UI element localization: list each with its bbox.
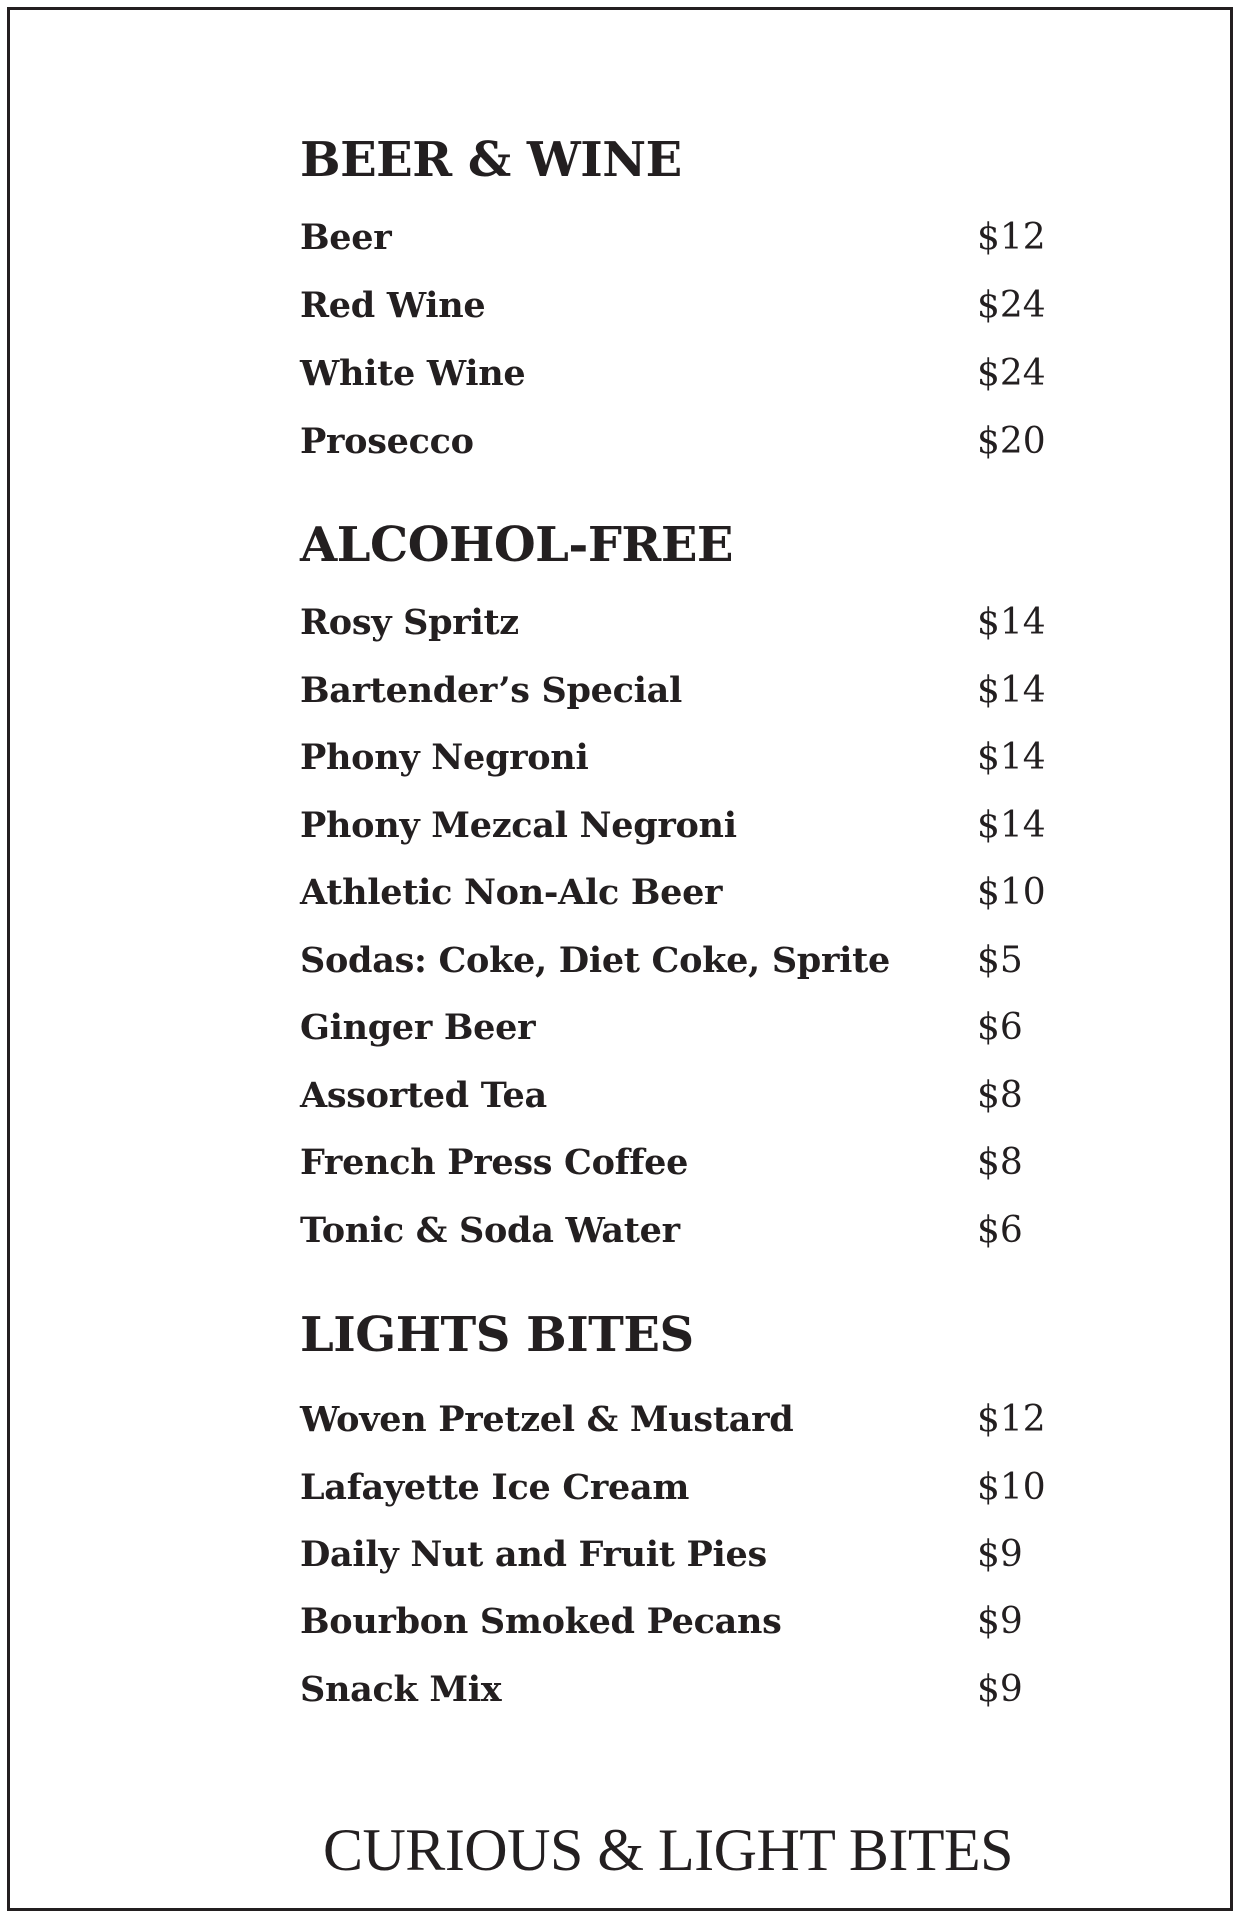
menu-item-name: Athletic Non-Alc Beer [300, 872, 723, 913]
menu-item-name: Ginger Beer [300, 1007, 536, 1048]
menu-item [300, 868, 1100, 918]
menu-item-price: $24 [977, 285, 1046, 326]
menu-item [300, 598, 1100, 648]
menu-item-name: Snack Mix [300, 1669, 502, 1710]
menu-item-name: Phony Negroni [300, 737, 589, 778]
section-title-lights-bites: LIGHTS BITES [300, 1307, 694, 1363]
menu-item [300, 349, 1100, 399]
menu-item-price: $9 [977, 1534, 1023, 1575]
menu-item-price: $14 [977, 737, 1046, 778]
menu-item-name: Bourbon Smoked Pecans [300, 1601, 782, 1642]
menu-item-price: $9 [977, 1601, 1023, 1642]
menu-item [300, 936, 1100, 986]
menu-item [300, 1138, 1100, 1188]
menu-item [300, 213, 1100, 263]
menu-item [300, 417, 1100, 467]
menu-item [300, 1003, 1100, 1053]
menu-item [300, 1463, 1100, 1513]
menu-item-price: $12 [977, 1399, 1046, 1440]
menu-item-price: $6 [977, 1007, 1023, 1048]
menu-item-name: Prosecco [300, 421, 474, 462]
menu-item-price: $24 [977, 353, 1046, 394]
section-title-alcohol-free: ALCOHOL-FREE [300, 517, 733, 573]
menu-item-price: $6 [977, 1210, 1023, 1251]
menu-item-name: White Wine [300, 353, 526, 394]
menu-item [300, 666, 1100, 716]
menu-item-name: Bartender’s Special [300, 670, 683, 711]
menu-item-name: Daily Nut and Fruit Pies [300, 1534, 767, 1575]
menu-item-price: $8 [977, 1075, 1023, 1116]
menu-item-price: $14 [977, 602, 1046, 643]
menu-item-name: Beer [300, 217, 392, 258]
menu-item-name: Rosy Spritz [300, 602, 519, 643]
menu-item-name: Assorted Tea [300, 1075, 547, 1116]
menu-item-price: $20 [977, 421, 1046, 462]
menu-item-name: Woven Pretzel & Mustard [300, 1399, 794, 1440]
menu-item-price: $9 [977, 1669, 1023, 1710]
menu-item-price: $5 [977, 940, 1023, 981]
menu-item-name: Tonic & Soda Water [300, 1210, 680, 1251]
menu-item [300, 733, 1100, 783]
menu-item [300, 1395, 1100, 1445]
menu-item-price: $12 [977, 217, 1046, 258]
menu-item [300, 1530, 1100, 1580]
menu-item [300, 1597, 1100, 1647]
menu-item-name: French Press Coffee [300, 1142, 689, 1183]
section-title-beer-wine: BEER & WINE [300, 132, 682, 188]
menu-item [300, 1665, 1100, 1715]
menu-item-price: $10 [977, 872, 1046, 913]
menu-item-price: $14 [977, 670, 1046, 711]
menu-item-name: Lafayette Ice Cream [300, 1467, 690, 1508]
menu-item [300, 1071, 1100, 1121]
menu-item-name: Red Wine [300, 285, 486, 326]
menu-item-price: $14 [977, 805, 1046, 846]
menu-item [300, 281, 1100, 331]
menu-footer-title: CURIOUS & LIGHT BITES [322, 1817, 1014, 1883]
menu-item-price: $8 [977, 1142, 1023, 1183]
menu-item-name: Phony Mezcal Negroni [300, 805, 737, 846]
menu-item-name: Sodas: Coke, Diet Coke, Sprite [300, 940, 890, 981]
menu-item-price: $10 [977, 1467, 1046, 1508]
menu-item [300, 1206, 1100, 1256]
menu-item [300, 801, 1100, 851]
